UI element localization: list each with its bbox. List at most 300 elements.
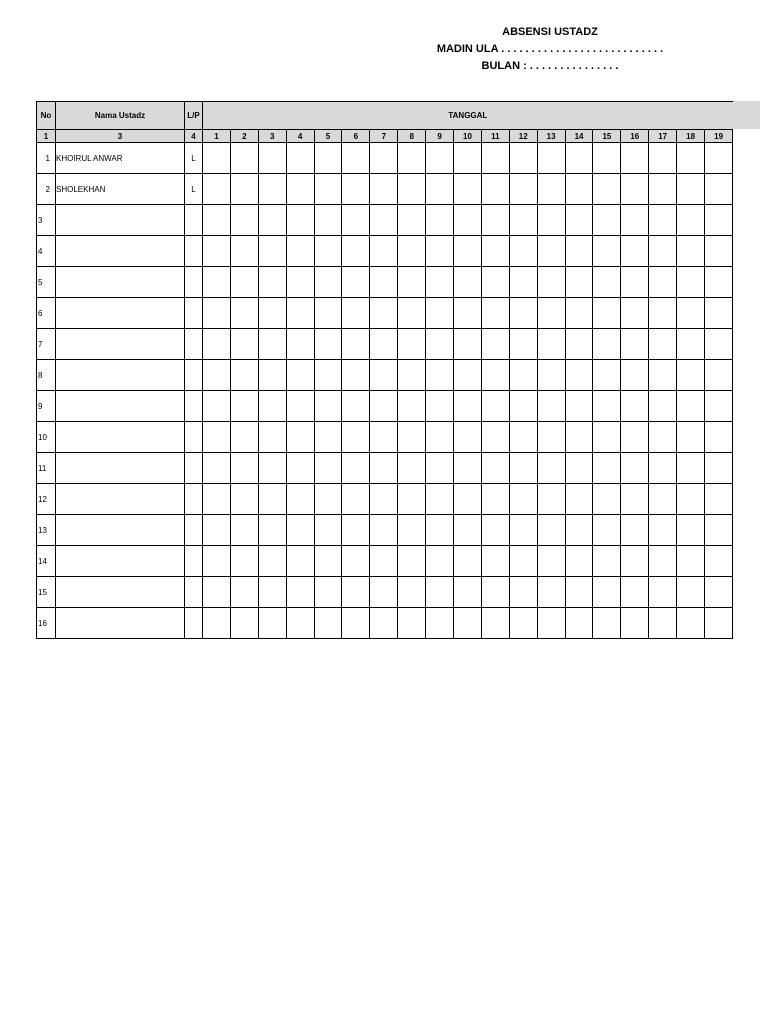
attendance-cell (593, 422, 621, 453)
attendance-cell (677, 608, 705, 639)
gender-cell (185, 298, 203, 329)
table-row (37, 608, 733, 639)
attendance-cell (342, 236, 370, 267)
row-number: 1 (37, 143, 56, 174)
ustadz-name-cell (56, 298, 185, 329)
attendance-cell (593, 205, 621, 236)
attendance-cell (705, 267, 733, 298)
attendance-cell (593, 329, 621, 360)
attendance-cell (649, 360, 677, 391)
attendance-cell (537, 577, 565, 608)
table-row (37, 360, 733, 391)
attendance-cell (677, 236, 705, 267)
attendance-cell (370, 546, 398, 577)
attendance-cell (593, 174, 621, 205)
gender-cell (185, 608, 203, 639)
attendance-cell (398, 298, 426, 329)
attendance-cell (398, 422, 426, 453)
attendance-cell (705, 236, 733, 267)
attendance-cell (565, 267, 593, 298)
attendance-cell (230, 453, 258, 484)
attendance-cell (342, 267, 370, 298)
attendance-cell (230, 329, 258, 360)
attendance-cell (230, 546, 258, 577)
attendance-cell (258, 546, 286, 577)
attendance-cell (481, 453, 509, 484)
attendance-cell (509, 298, 537, 329)
day-header: 17 (649, 130, 677, 143)
attendance-cell (621, 329, 649, 360)
attendance-cell (481, 236, 509, 267)
attendance-cell (398, 453, 426, 484)
row-number: 14 (37, 546, 56, 577)
attendance-cell (203, 515, 231, 546)
attendance-cell (398, 577, 426, 608)
attendance-cell (426, 329, 454, 360)
table-row (37, 546, 733, 577)
ustadz-name-cell (56, 515, 185, 546)
table-row (37, 236, 733, 267)
attendance-cell (481, 484, 509, 515)
attendance-cell (286, 267, 314, 298)
attendance-cell (621, 453, 649, 484)
ustadz-name-cell (56, 577, 185, 608)
attendance-cell (370, 577, 398, 608)
document-header (400, 24, 700, 75)
gender-cell (185, 484, 203, 515)
attendance-cell (342, 329, 370, 360)
attendance-cell (286, 329, 314, 360)
attendance-cell (370, 391, 398, 422)
attendance-cell (454, 515, 482, 546)
attendance-cell (258, 236, 286, 267)
attendance-cell (203, 484, 231, 515)
attendance-cell (314, 484, 342, 515)
table-row (37, 577, 733, 608)
attendance-cell (258, 360, 286, 391)
row-number: 10 (37, 422, 56, 453)
attendance-cell (314, 360, 342, 391)
attendance-cell (537, 143, 565, 174)
day-header: 9 (426, 130, 454, 143)
attendance-cell (286, 360, 314, 391)
day-header: 15 (593, 130, 621, 143)
attendance-cell (593, 391, 621, 422)
attendance-cell (649, 453, 677, 484)
table-row (37, 329, 733, 360)
attendance-cell (649, 329, 677, 360)
attendance-cell (593, 360, 621, 391)
attendance-cell (342, 298, 370, 329)
attendance-cell (509, 143, 537, 174)
gender-cell (185, 577, 203, 608)
attendance-cell (454, 360, 482, 391)
attendance-cell (481, 360, 509, 391)
attendance-cell (370, 422, 398, 453)
attendance-cell (537, 608, 565, 639)
attendance-cell (230, 174, 258, 205)
table-row (37, 453, 733, 484)
attendance-cell (342, 143, 370, 174)
attendance-cell (481, 608, 509, 639)
attendance-cell (398, 267, 426, 298)
attendance-cell (454, 267, 482, 298)
table-row (37, 391, 733, 422)
gender-cell (185, 360, 203, 391)
attendance-cell (565, 205, 593, 236)
attendance-cell (258, 329, 286, 360)
attendance-cell (314, 174, 342, 205)
attendance-cell (621, 143, 649, 174)
attendance-cell (258, 608, 286, 639)
row-number: 2 (37, 174, 56, 205)
gender-cell (185, 546, 203, 577)
attendance-cell (565, 391, 593, 422)
attendance-cell (203, 360, 231, 391)
attendance-cell (426, 484, 454, 515)
attendance-cell (286, 453, 314, 484)
attendance-cell (342, 577, 370, 608)
attendance-cell (677, 484, 705, 515)
attendance-cell (593, 236, 621, 267)
attendance-cell (342, 174, 370, 205)
attendance-cell (509, 267, 537, 298)
day-header: 7 (370, 130, 398, 143)
attendance-cell (537, 453, 565, 484)
ustadz-name-cell (56, 484, 185, 515)
gender-cell (185, 267, 203, 298)
attendance-cell (621, 484, 649, 515)
attendance-cell (565, 422, 593, 453)
attendance-table (36, 101, 733, 639)
attendance-cell (230, 267, 258, 298)
attendance-cell (593, 267, 621, 298)
attendance-cell (705, 174, 733, 205)
attendance-cell (705, 608, 733, 639)
attendance-cell (398, 546, 426, 577)
attendance-cell (398, 515, 426, 546)
attendance-cell (537, 267, 565, 298)
attendance-cell (481, 329, 509, 360)
attendance-cell (203, 577, 231, 608)
attendance-cell (454, 298, 482, 329)
attendance-cell (537, 515, 565, 546)
row-number: 3 (37, 205, 56, 236)
attendance-cell (537, 205, 565, 236)
attendance-cell (509, 391, 537, 422)
attendance-cell (398, 174, 426, 205)
attendance-cell (565, 484, 593, 515)
attendance-cell (258, 174, 286, 205)
attendance-cell (509, 329, 537, 360)
attendance-cell (649, 174, 677, 205)
table-row (37, 298, 733, 329)
ustadz-name-cell (56, 236, 185, 267)
attendance-cell (258, 143, 286, 174)
attendance-cell (203, 174, 231, 205)
attendance-cell (649, 236, 677, 267)
attendance-cell (593, 453, 621, 484)
attendance-cell (426, 422, 454, 453)
attendance-cell (258, 298, 286, 329)
attendance-cell (621, 391, 649, 422)
attendance-cell (314, 329, 342, 360)
gender-cell (185, 205, 203, 236)
attendance-cell (230, 143, 258, 174)
attendance-cell (649, 515, 677, 546)
attendance-cell (426, 577, 454, 608)
attendance-cell (286, 484, 314, 515)
attendance-cell (230, 422, 258, 453)
attendance-cell (258, 515, 286, 546)
attendance-cell (203, 453, 231, 484)
row-number: 16 (37, 608, 56, 639)
day-header: 19 (705, 130, 733, 143)
attendance-cell (314, 236, 342, 267)
attendance-cell (537, 422, 565, 453)
day-header: 5 (314, 130, 342, 143)
table-row (37, 484, 733, 515)
attendance-cell (565, 236, 593, 267)
attendance-cell (370, 174, 398, 205)
attendance-cell (537, 360, 565, 391)
attendance-cell (705, 391, 733, 422)
attendance-cell (593, 608, 621, 639)
attendance-cell (481, 515, 509, 546)
attendance-cell (565, 453, 593, 484)
attendance-cell (454, 391, 482, 422)
attendance-cell (314, 453, 342, 484)
attendance-cell (705, 577, 733, 608)
attendance-cell (398, 360, 426, 391)
attendance-cell (509, 515, 537, 546)
attendance-cell (314, 143, 342, 174)
attendance-cell (203, 422, 231, 453)
attendance-cell (370, 329, 398, 360)
attendance-cell (230, 298, 258, 329)
attendance-cell (370, 236, 398, 267)
attendance-cell (454, 546, 482, 577)
row-number: 6 (37, 298, 56, 329)
attendance-cell (565, 546, 593, 577)
header-nama: Nama Ustadz (56, 102, 185, 130)
attendance-cell (314, 608, 342, 639)
day-header: 1 (203, 130, 231, 143)
attendance-cell (705, 298, 733, 329)
attendance-cell (258, 205, 286, 236)
attendance-cell (705, 515, 733, 546)
row-number: 4 (37, 236, 56, 267)
day-header: 16 (621, 130, 649, 143)
row-number: 5 (37, 267, 56, 298)
row-number: 15 (37, 577, 56, 608)
attendance-cell (677, 422, 705, 453)
gender-cell: L (185, 174, 203, 205)
ustadz-name-cell (56, 453, 185, 484)
attendance-cell (705, 143, 733, 174)
attendance-cell (203, 205, 231, 236)
attendance-cell (481, 391, 509, 422)
day-header: 12 (509, 130, 537, 143)
ustadz-name-cell (56, 546, 185, 577)
table-row (37, 422, 733, 453)
attendance-cell (342, 453, 370, 484)
attendance-cell (258, 391, 286, 422)
attendance-cell (342, 484, 370, 515)
attendance-cell (258, 267, 286, 298)
attendance-cell (481, 422, 509, 453)
row-number: 7 (37, 329, 56, 360)
attendance-cell (649, 422, 677, 453)
header-lp: L/P (185, 102, 203, 130)
attendance-cell (565, 608, 593, 639)
attendance-cell (203, 391, 231, 422)
attendance-cell (537, 329, 565, 360)
table-row (37, 267, 733, 298)
attendance-cell (677, 360, 705, 391)
attendance-cell (677, 205, 705, 236)
table-row (37, 205, 733, 236)
day-header: 10 (454, 130, 482, 143)
attendance-cell (565, 360, 593, 391)
attendance-cell (398, 329, 426, 360)
attendance-cell (454, 422, 482, 453)
attendance-cell (286, 236, 314, 267)
attendance-cell (593, 515, 621, 546)
attendance-cell (481, 267, 509, 298)
attendance-cell (230, 360, 258, 391)
attendance-cell (398, 205, 426, 236)
attendance-cell (203, 267, 231, 298)
attendance-cell (230, 608, 258, 639)
attendance-cell (649, 298, 677, 329)
attendance-cell (426, 515, 454, 546)
attendance-cell (509, 422, 537, 453)
attendance-cell (649, 484, 677, 515)
attendance-cell (370, 608, 398, 639)
attendance-cell (649, 391, 677, 422)
attendance-cell (705, 546, 733, 577)
attendance-cell (649, 608, 677, 639)
attendance-cell (426, 267, 454, 298)
attendance-cell (258, 453, 286, 484)
attendance-cell (203, 329, 231, 360)
attendance-cell (426, 236, 454, 267)
attendance-cell (342, 360, 370, 391)
attendance-cell (230, 205, 258, 236)
attendance-cell (370, 143, 398, 174)
row-number: 9 (37, 391, 56, 422)
attendance-cell (649, 546, 677, 577)
attendance-cell (705, 329, 733, 360)
numbering-nama: 3 (56, 130, 185, 143)
attendance-cell (565, 329, 593, 360)
attendance-cell (426, 608, 454, 639)
attendance-cell (370, 298, 398, 329)
attendance-cell (426, 546, 454, 577)
attendance-cell (537, 174, 565, 205)
table-row (37, 143, 733, 174)
attendance-cell (481, 143, 509, 174)
attendance-cell (230, 236, 258, 267)
attendance-cell (565, 577, 593, 608)
day-header: 6 (342, 130, 370, 143)
attendance-cell (677, 329, 705, 360)
attendance-cell (230, 391, 258, 422)
attendance-cell (621, 577, 649, 608)
attendance-cell (454, 236, 482, 267)
attendance-cell (677, 143, 705, 174)
attendance-cell (314, 205, 342, 236)
gender-cell (185, 236, 203, 267)
attendance-cell (454, 577, 482, 608)
attendance-cell (342, 515, 370, 546)
attendance-cell (426, 143, 454, 174)
attendance-cell (677, 298, 705, 329)
attendance-cell (649, 267, 677, 298)
attendance-cell (509, 205, 537, 236)
bulan-line: BULAN : . . . . . . . . . . . . . . . (481, 60, 619, 72)
attendance-cell (398, 143, 426, 174)
attendance-cell (454, 608, 482, 639)
attendance-cell (649, 143, 677, 174)
day-header: 18 (677, 130, 705, 143)
gender-cell (185, 515, 203, 546)
day-header: 4 (286, 130, 314, 143)
attendance-cell (426, 205, 454, 236)
attendance-cell (370, 205, 398, 236)
day-header: 11 (481, 130, 509, 143)
attendance-cell (537, 236, 565, 267)
attendance-cell (481, 546, 509, 577)
attendance-cell (398, 391, 426, 422)
attendance-cell (677, 577, 705, 608)
ustadz-name-cell (56, 205, 185, 236)
table-row (37, 174, 733, 205)
attendance-cell (509, 546, 537, 577)
ustadz-name-cell (56, 329, 185, 360)
attendance-cell (677, 391, 705, 422)
attendance-cell (398, 608, 426, 639)
table-row (37, 515, 733, 546)
attendance-cell (537, 391, 565, 422)
attendance-cell (426, 391, 454, 422)
attendance-cell (286, 577, 314, 608)
day-header: 14 (565, 130, 593, 143)
attendance-cell (621, 267, 649, 298)
attendance-cell (621, 546, 649, 577)
ustadz-name-cell (56, 422, 185, 453)
attendance-cell (286, 205, 314, 236)
gender-cell (185, 329, 203, 360)
attendance-cell (565, 298, 593, 329)
attendance-cell (230, 515, 258, 546)
attendance-cell (621, 236, 649, 267)
attendance-cell (314, 391, 342, 422)
attendance-cell (481, 577, 509, 608)
numbering-no: 1 (37, 130, 56, 143)
attendance-cell (621, 205, 649, 236)
row-number: 11 (37, 453, 56, 484)
gender-cell (185, 453, 203, 484)
header-no: No (37, 102, 56, 130)
attendance-cell (649, 205, 677, 236)
day-header: 8 (398, 130, 426, 143)
attendance-cell (342, 422, 370, 453)
attendance-cell (314, 515, 342, 546)
attendance-cell (621, 608, 649, 639)
header-row (37, 102, 733, 130)
